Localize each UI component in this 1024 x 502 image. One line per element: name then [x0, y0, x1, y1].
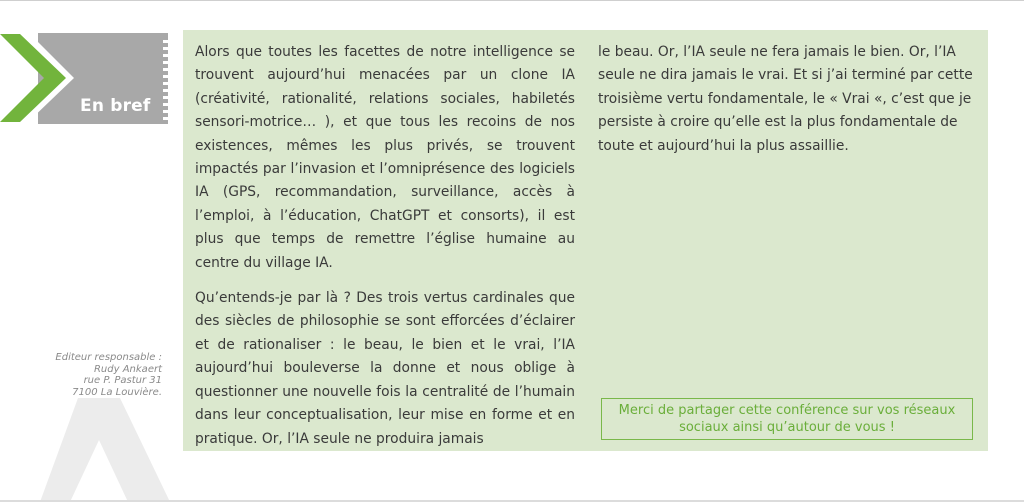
- top-divider: [0, 0, 1024, 1]
- editor-line: rue P. Pastur 31: [83, 375, 162, 386]
- right-column: [598, 41, 978, 158]
- paragraph: Qu’entends-je par là ? Des trois vertus cardinales que des siècles de philosophie se sont efforcées d’éclairer et de rationaliser : le beau, le bien et le vrai, l’IA aujourd’hui bouleverse la donne et nous oblige à questionner une nouvelle fois la centralité de l’humain dans leur conceptualisation, leur mise en forme et en pratique. Or, l’IA seule ne produira jamais: [195, 290, 575, 447]
- badge-label: En bref: [80, 96, 151, 116]
- paragraph: le beau. Or, l’IA seule ne fera jamais le bien. Or, l’IA seule ne dira jamais le vrai. Et si j’ai terminé par cette troisième vertu fondamentale, le « Vrai «, c’est que je persiste à croire qu’elle est la plus fondamentale de toute et aujourd’hui la plus assaillie.: [598, 44, 973, 154]
- share-message-box: [601, 398, 973, 440]
- editor-line: Editeur responsable :: [55, 352, 162, 363]
- paragraph: Alors que toutes les facettes de notre intelligence se trouvent aujourd’hui menacées par un clone IA (créativité, rationalité, relations sociales, habiletés sensori-motrice… ), et que tous les recoins de nos existences, mêmes les plus privés, se trouvent impactés par l’invasion et l’omniprésence des logiciels IA (GPS, recommandation, surveillance, accès à l’emploi, à l’éducation, ChatGPT et consorts), il est plus que temps de remettre l’église humaine au centre du village IA.: [195, 44, 575, 271]
- left-column: [195, 41, 575, 451]
- summary-panel: [183, 30, 988, 451]
- editor-info: [20, 352, 162, 398]
- editor-line: 7100 La Louvière.: [72, 386, 162, 398]
- share-message: Merci de partager cette conférence sur vos réseaux sociaux ainsi qu’autour de vous !: [618, 403, 956, 435]
- editor-line: Rudy Ankaert: [93, 363, 162, 375]
- en-bref-badge: [0, 30, 180, 124]
- watermark-chevron-icon: [40, 398, 170, 502]
